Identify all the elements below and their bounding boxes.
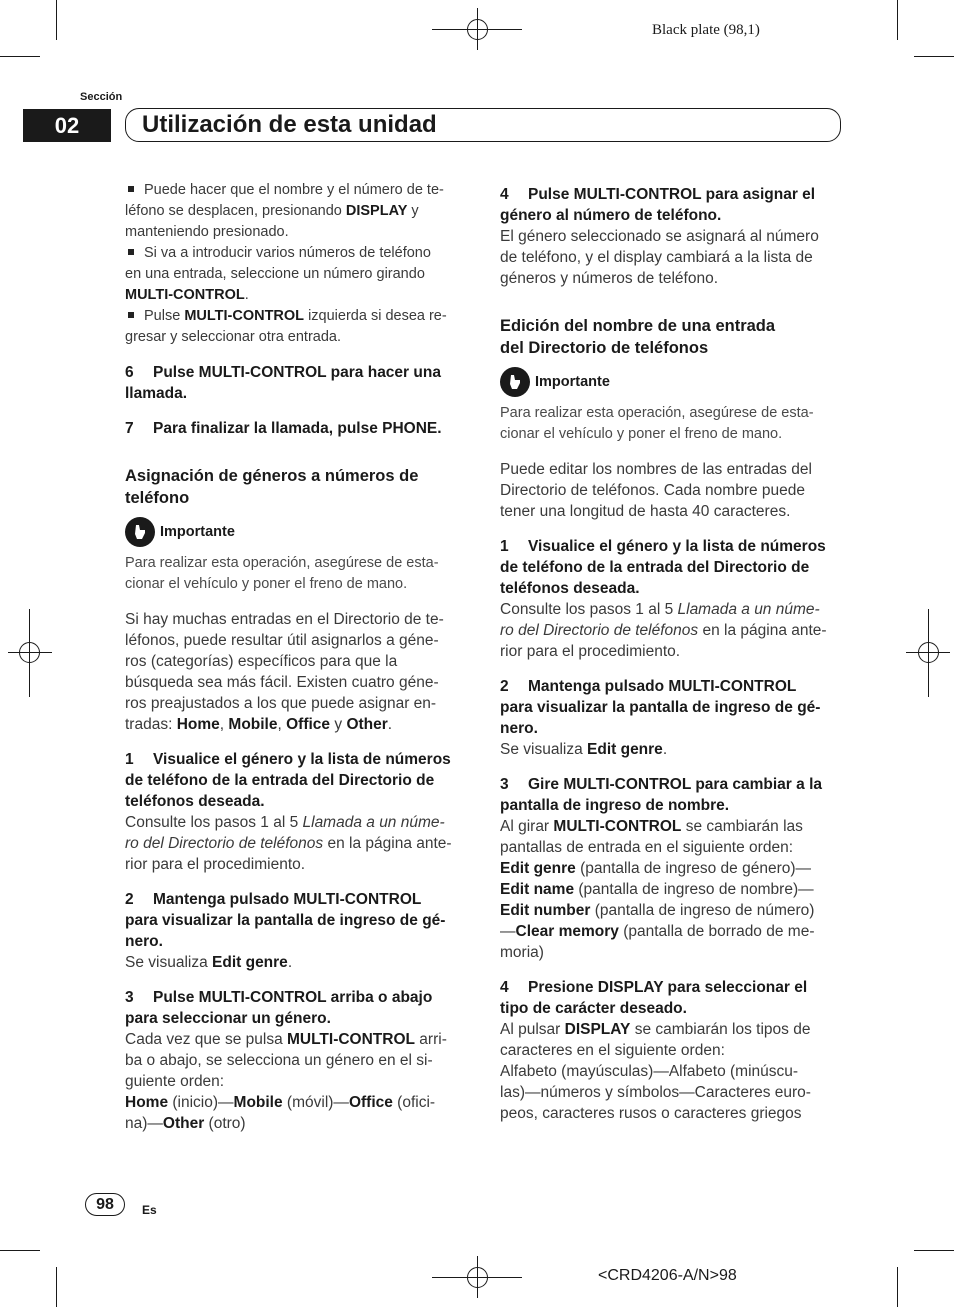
- page-title: Utilización de esta unidad: [125, 108, 841, 142]
- crop-mark: [56, 1267, 57, 1307]
- step-1-line: de teléfono de la entrada del Directorio de: [125, 772, 435, 789]
- crop-mark: [0, 1250, 40, 1251]
- step-1-line: teléfonos deseada.: [125, 793, 265, 810]
- bullet-item-line: léfono se desplacen, presionando DISPLAY y: [125, 203, 419, 219]
- bullet-item-line: gresar y seleccionar otra entrada.: [125, 329, 341, 345]
- important-hand-icon: [500, 367, 530, 397]
- step-text: de teléfono, y el display cambiará a la lista de: [500, 249, 813, 266]
- important-label: Importante: [535, 373, 610, 390]
- screen-order: Edit genre (pantalla de ingreso de género)—: [500, 860, 812, 877]
- section-number: 02: [23, 109, 111, 142]
- section-label: Sección: [80, 91, 123, 103]
- step-text: ro del Directorio de teléfonos en la página ante-: [500, 622, 827, 639]
- right-column: [500, 184, 844, 1124]
- paragraph-line: ros preajustados a los que puede asignar en-: [125, 695, 437, 712]
- bullet-item-line: MULTI-CONTROL.: [125, 287, 249, 303]
- document-code: <CRD4206-A/N>98: [598, 1267, 737, 1284]
- left-column: [125, 180, 469, 1134]
- step-3: 3 Gire MULTI-CONTROL para cambiar a la: [500, 776, 822, 793]
- bullet-square-icon: [128, 186, 134, 192]
- step-2-line: nero.: [125, 933, 163, 950]
- section-heading-line: del Directorio de teléfonos: [500, 339, 709, 357]
- genre-order: Home (inicio)—Mobile (móvil)—Office (ofici-: [125, 1094, 436, 1111]
- step-text: caracteres en el siguiente orden:: [500, 1042, 725, 1059]
- step-text: géneros y números de teléfono.: [500, 270, 718, 287]
- step-2-line: para visualizar la pantalla de ingreso de gé-: [500, 699, 821, 716]
- step-6: 6 Pulse MULTI-CONTROL para hacer una: [125, 364, 441, 381]
- step-text: pantallas de entrada en el siguiente orden:: [500, 839, 793, 856]
- important-note: [125, 517, 469, 547]
- plate-label: Black plate (98,1): [652, 22, 760, 38]
- step-6-line: llamada.: [125, 385, 188, 402]
- paragraph-line: Puede editar los nombres de las entradas del: [500, 461, 812, 478]
- step-text: rior para el procedimiento.: [125, 856, 306, 873]
- step-3-line: pantalla de ingreso de nombre.: [500, 797, 730, 814]
- step-text: Al pulsar DISPLAY se cambiarán los tipos de: [500, 1021, 811, 1038]
- step-3: 3 Pulse MULTI-CONTROL arriba o abajo: [125, 989, 433, 1006]
- crop-mark: [914, 1250, 954, 1251]
- important-text: Para realizar esta operación, asegúrese de esta-: [125, 555, 439, 571]
- screen-order: —Clear memory (pantalla de borrado de me-: [500, 923, 815, 940]
- paragraph-line: tener una longitud de hasta 40 caracteres.: [500, 503, 791, 520]
- step-1: 1 Visualice el género y la lista de números: [125, 751, 451, 768]
- section-heading: Edición del nombre de una entrada: [500, 317, 776, 335]
- step-text: guiente orden:: [125, 1073, 225, 1090]
- step-text: las)—números y símbolos—Caracteres euro-: [500, 1084, 811, 1101]
- step-text: Al girar MULTI-CONTROL se cambiarán las: [500, 818, 803, 835]
- step-2-line: para visualizar la pantalla de ingreso de gé-: [125, 912, 446, 929]
- paragraph-line: Directorio de teléfonos. Cada nombre puede: [500, 482, 806, 499]
- crop-mark: [56, 0, 57, 40]
- paragraph-line: búsqueda sea más fácil. Existen cuatro géne-: [125, 674, 439, 691]
- section-heading-line: teléfono: [125, 489, 190, 507]
- step-1-line: de teléfono de la entrada del Directorio de: [500, 559, 810, 576]
- bullet-item: Puede hacer que el nombre y el número de te-: [125, 180, 469, 201]
- important-text: Para realizar esta operación, asegúrese de esta-: [500, 405, 814, 421]
- step-1-line: teléfonos deseada.: [500, 580, 640, 597]
- crop-mark: [0, 56, 40, 57]
- important-note: [500, 367, 844, 397]
- genre-order: na)—Other (otro): [125, 1115, 246, 1132]
- paragraph-line: Si hay muchas entradas en el Directorio de te-: [125, 611, 444, 628]
- step-text: Consulte los pasos 1 al 5 Llamada a un núme-: [125, 814, 445, 831]
- crop-mark: [897, 0, 898, 40]
- step-text: Consulte los pasos 1 al 5 Llamada a un núme-: [500, 601, 820, 618]
- language-code: Es: [142, 1203, 157, 1217]
- step-1: 1 Visualice el género y la lista de números: [500, 538, 826, 555]
- bullet-item: Pulse MULTI-CONTROL izquierda si desea re-: [125, 306, 469, 327]
- step-2: 2 Mantenga pulsado MULTI-CONTROL: [125, 891, 422, 908]
- step-text: Se visualiza Edit genre.: [500, 741, 668, 758]
- bullet-square-icon: [128, 312, 134, 318]
- step-text: El género seleccionado se asignará al número: [500, 228, 819, 245]
- step-4: 4 Presione DISPLAY para seleccionar el: [500, 979, 808, 996]
- paragraph-line: ros (categorías) específicos para que la: [125, 653, 398, 670]
- screen-order: Edit name (pantalla de ingreso de nombre)—: [500, 881, 814, 898]
- bullet-item-line: en una entrada, seleccione un número girando: [125, 266, 425, 282]
- step-text: Se visualiza Edit genre.: [125, 954, 293, 971]
- crop-mark: [897, 1267, 898, 1307]
- step-text: Cada vez que se pulsa MULTI-CONTROL arri-: [125, 1031, 447, 1048]
- bullet-square-icon: [128, 249, 134, 255]
- page-number: 98: [85, 1193, 125, 1216]
- step-text: peos, caracteres rusos o caracteres griegos: [500, 1105, 802, 1122]
- screen-order: moria): [500, 944, 544, 961]
- section-heading: Asignación de géneros a números de: [125, 467, 419, 485]
- step-3-line: para seleccionar un género.: [125, 1010, 331, 1027]
- important-label: Importante: [160, 523, 235, 540]
- step-2: 2 Mantenga pulsado MULTI-CONTROL: [500, 678, 797, 695]
- step-7: 7 Para finalizar la llamada, pulse PHONE.: [125, 420, 442, 437]
- important-hand-icon: [125, 517, 155, 547]
- step-4-line: género al número de teléfono.: [500, 207, 722, 224]
- paragraph-line: tradas: Home, Mobile, Office y Other.: [125, 716, 393, 733]
- bullet-item: Si va a introducir varios números de teléfono: [125, 243, 469, 264]
- step-text: ro del Directorio de teléfonos en la página ante-: [125, 835, 452, 852]
- step-4-line: tipo de carácter deseado.: [500, 1000, 687, 1017]
- important-text-line: cionar el vehículo y poner el freno de mano.: [125, 576, 408, 592]
- paragraph-line: léfonos, puede resultar útil asignarlos a géne-: [125, 632, 439, 649]
- bullet-item-line: manteniendo presionado.: [125, 224, 289, 240]
- step-text: ba o abajo, se selecciona un género en el si-: [125, 1052, 433, 1069]
- crop-mark: [914, 56, 954, 57]
- important-text-line: cionar el vehículo y poner el freno de mano.: [500, 426, 783, 442]
- step-text: Alfabeto (mayúsculas)—Alfabeto (minúscu-: [500, 1063, 799, 1080]
- screen-order: Edit number (pantalla de ingreso de número): [500, 902, 815, 919]
- step-4: 4 Pulse MULTI-CONTROL para asignar el: [500, 186, 816, 203]
- step-2-line: nero.: [500, 720, 538, 737]
- step-text: rior para el procedimiento.: [500, 643, 681, 660]
